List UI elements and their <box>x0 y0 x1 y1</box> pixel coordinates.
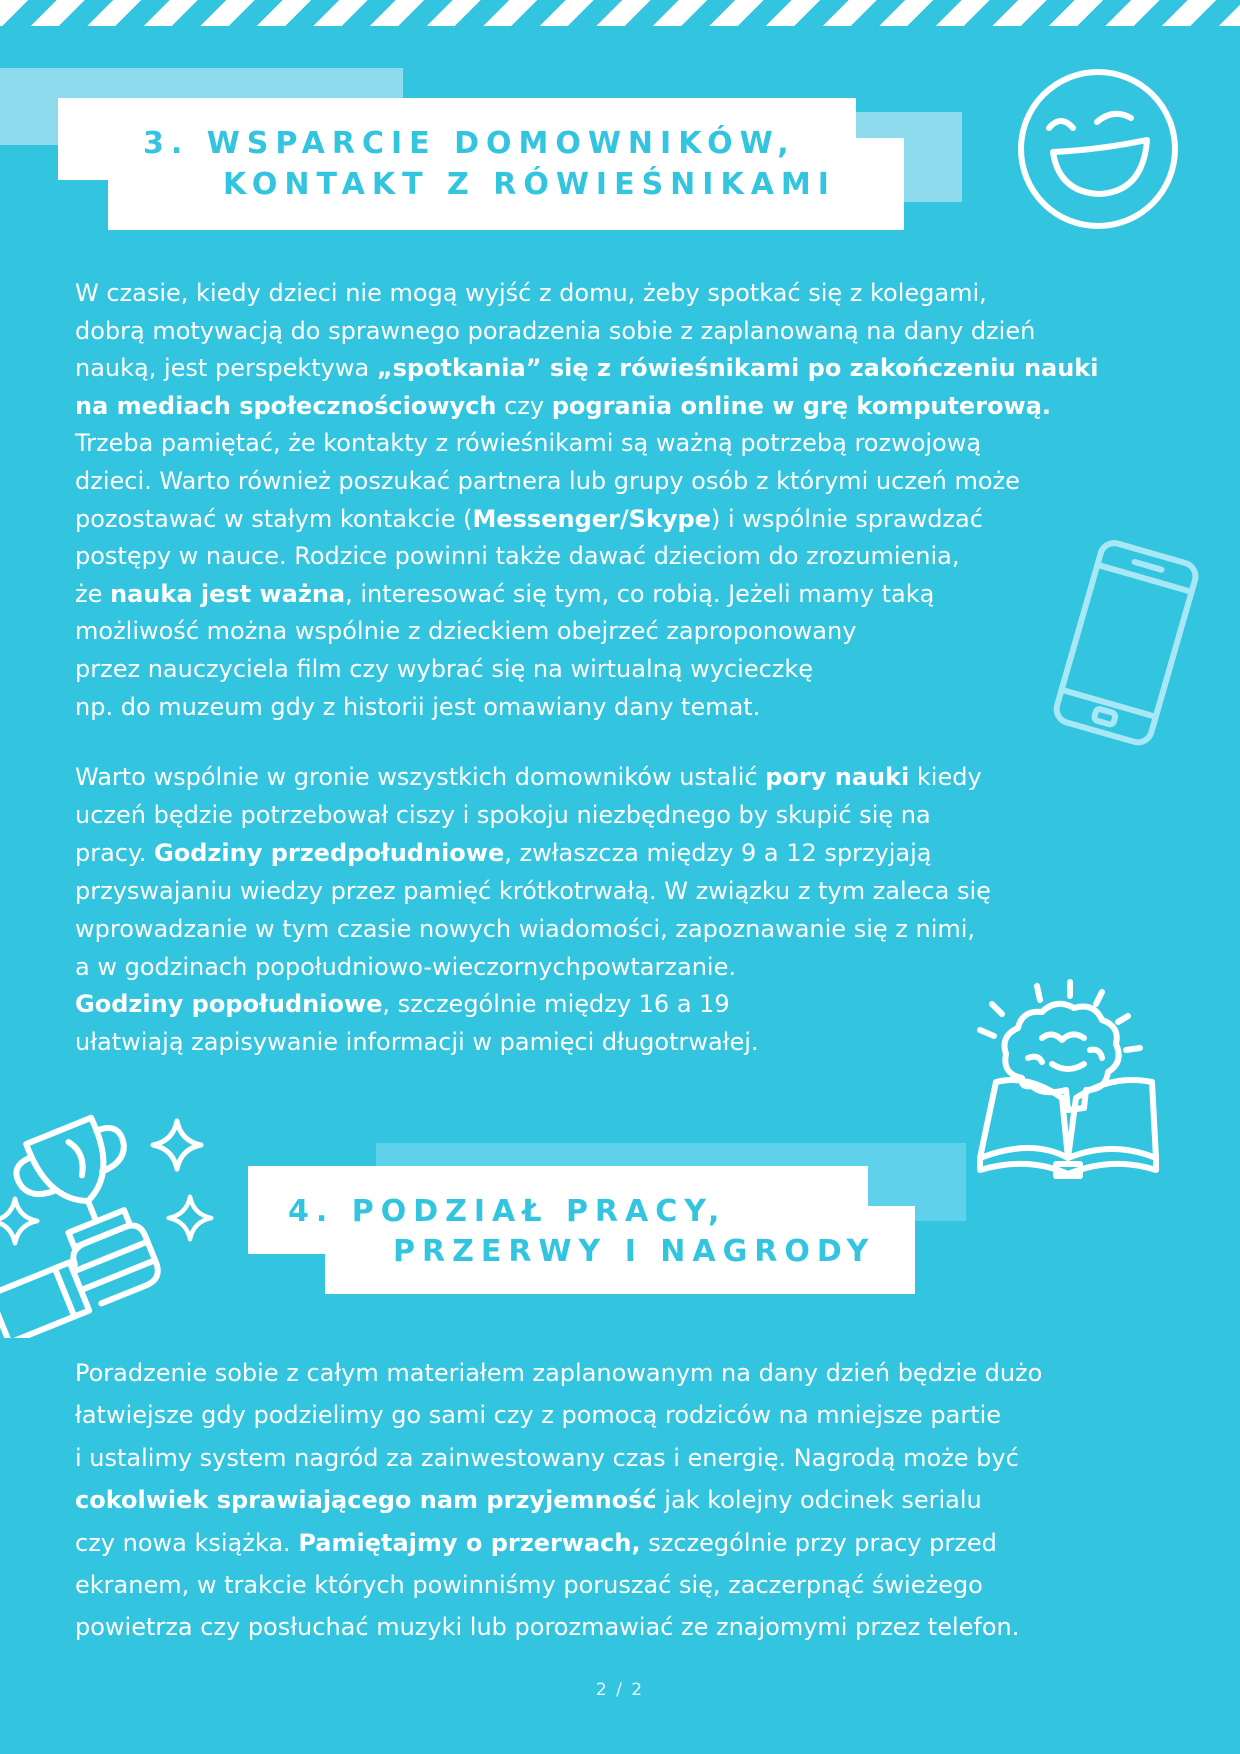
text-run: , interesować się tym, co robią. Jeżeli mamy taką <box>345 579 935 608</box>
text-run: możliwość można wspólnie z dzieckiem obejrzeć zaproponowany <box>75 617 857 646</box>
emphasized-text: Pamiętajmy o przerwach, <box>298 1528 641 1557</box>
page-number: 2 / 2 <box>595 1680 645 1700</box>
text-line <box>75 1479 1042 1521</box>
section-3-title-line1: 3. WSPARCIE DOMOWNIKÓW, <box>143 126 796 161</box>
text-line <box>75 1522 1042 1564</box>
text-line <box>75 538 1099 576</box>
text-run: dobrą motywacją do sprawnego poradzenia sobie z zaplanowaną na dany dzień <box>75 316 1036 345</box>
text-run: Poradzenie sobie z całym materiałem zaplanowanym na dany dzień będzie dużo <box>75 1359 1043 1387</box>
text-run: postępy w nauce. Rodzice powinni także dawać dzieciom do zrozumienia, <box>75 542 960 571</box>
text-run: uczeń będzie potrzebował ciszy i spokoju niezbędnego by skupić się na <box>75 800 931 829</box>
text-line <box>75 759 991 797</box>
text-run: jak kolejny odcinek serialu <box>656 1486 982 1515</box>
text-line <box>75 1606 1042 1648</box>
brain-book-icon <box>972 978 1162 1198</box>
sparkle-icon <box>0 1196 40 1246</box>
text-line <box>75 501 1099 539</box>
text-line <box>75 911 991 949</box>
text-line <box>75 1352 1042 1394</box>
sparkle-icon <box>150 1118 204 1172</box>
text-run: , szczególnie między 16 a 19 <box>382 990 730 1019</box>
text-run: a w godzinach popołudniowo-wieczornychpowtarzanie. <box>75 952 736 981</box>
emphasized-text: Messenger/Skype <box>472 504 711 533</box>
text-run: szczególnie przy pracy przed <box>640 1528 997 1557</box>
text-run: przez nauczyciela film czy wybrać się na wirtualną wycieczkę <box>75 654 814 683</box>
text-run: nauką, jest perspektywa <box>75 354 377 383</box>
text-line <box>75 1564 1042 1606</box>
text-run: pracy. <box>75 838 155 867</box>
section-4-title-line1: 4. PODZIAŁ PRACY, <box>288 1194 727 1229</box>
text-line <box>75 313 1099 351</box>
text-run: czy <box>496 391 552 420</box>
text-run: i ustalimy system nagród za zainwestowany czas i energię. Nagrodą może być <box>75 1443 1019 1472</box>
section-3-paragraph-1 <box>75 275 1099 726</box>
emphasized-text: Godziny popołudniowe <box>75 990 383 1019</box>
text-line <box>75 1394 1042 1436</box>
section-4-title-line2: PRZERWY I NAGRODY <box>393 1234 876 1269</box>
laughing-face-icon <box>1015 66 1181 232</box>
text-run: ) i wspólnie sprawdzać <box>710 504 983 533</box>
text-run: że <box>75 579 110 608</box>
section-3-paragraph-2 <box>75 759 991 1062</box>
text-run: dzieci. Warto również poszukać partnera lub grupy osób z którymi uczeń może <box>75 466 1020 495</box>
text-line <box>75 275 1099 313</box>
text-run: Warto wspólnie w gronie wszystkich domowników ustalić <box>75 763 766 791</box>
text-line <box>75 576 1099 614</box>
text-run: pozostawać w stałym kontakcie ( <box>75 504 473 533</box>
sparkle-icon <box>166 1194 214 1242</box>
emphasized-text: na mediach społecznościowych <box>75 391 497 420</box>
text-line <box>75 651 1099 689</box>
text-run: W czasie, kiedy dzieci nie mogą wyjść z domu, żeby spotkać się z kolegami, <box>75 279 987 307</box>
emphasized-text: nauka jest ważna <box>110 579 346 608</box>
text-line <box>75 463 1099 501</box>
text-line <box>75 1024 991 1062</box>
text-run: np. do muzeum gdy z historii jest omawiany dany temat. <box>75 692 761 721</box>
text-run: czy nowa książka. <box>75 1528 299 1557</box>
section-4-paragraph <box>75 1352 1042 1649</box>
text-run: kiedy <box>909 763 982 791</box>
text-line <box>75 797 991 835</box>
text-line <box>75 986 991 1024</box>
text-line <box>75 689 1099 727</box>
text-run: , zwłaszcza między 9 a 12 sprzyjają <box>504 838 932 867</box>
emphasized-text: „spotkania” się z rówieśnikami po zakończeniu nauki <box>376 354 1099 383</box>
smartphone-icon <box>1042 538 1212 748</box>
text-line <box>75 1437 1042 1479</box>
text-line <box>75 949 991 987</box>
section-3-title-line2: KONTAKT Z RÓWIEŚNIKAMI <box>223 167 836 202</box>
text-line <box>75 350 1099 388</box>
text-line <box>75 425 1099 463</box>
text-line <box>75 873 991 911</box>
text-run: ułatwiają zapisywanie informacji w pamięci długotrwałej. <box>75 1028 759 1057</box>
text-run: Trzeba pamiętać, że kontakty z rówieśnikami są ważną potrzebą rozwojową <box>75 429 982 458</box>
text-run: wprowadzanie w tym czasie nowych wiadomości, zapoznawanie się z nimi, <box>75 914 976 943</box>
text-run: przyswajaniu wiedzy przez pamięć krótkotrwałą. W związku z tym zaleca się <box>75 876 991 905</box>
text-run: łatwiejsze gdy podzielimy go sami czy z pomocą rodziców na mniejsze partie <box>75 1401 1002 1430</box>
emphasized-text: pogrania online w grę komputerową. <box>551 391 1052 420</box>
emphasized-text: cokolwiek sprawiającego nam przyjemność <box>75 1486 657 1515</box>
text-line <box>75 835 991 873</box>
text-run: powietrza czy posłuchać muzyki lub porozmawiać ze znajomymi przez telefon. <box>75 1613 1020 1642</box>
striped-top-border <box>0 0 1240 26</box>
emphasized-text: pory nauki <box>765 763 910 791</box>
text-line <box>75 388 1099 426</box>
emphasized-text: Godziny przedpołudniowe <box>154 838 505 867</box>
text-line <box>75 613 1099 651</box>
text-run: ekranem, w trakcie których powinniśmy poruszać się, zaczerpnąć świeżego <box>75 1571 983 1600</box>
